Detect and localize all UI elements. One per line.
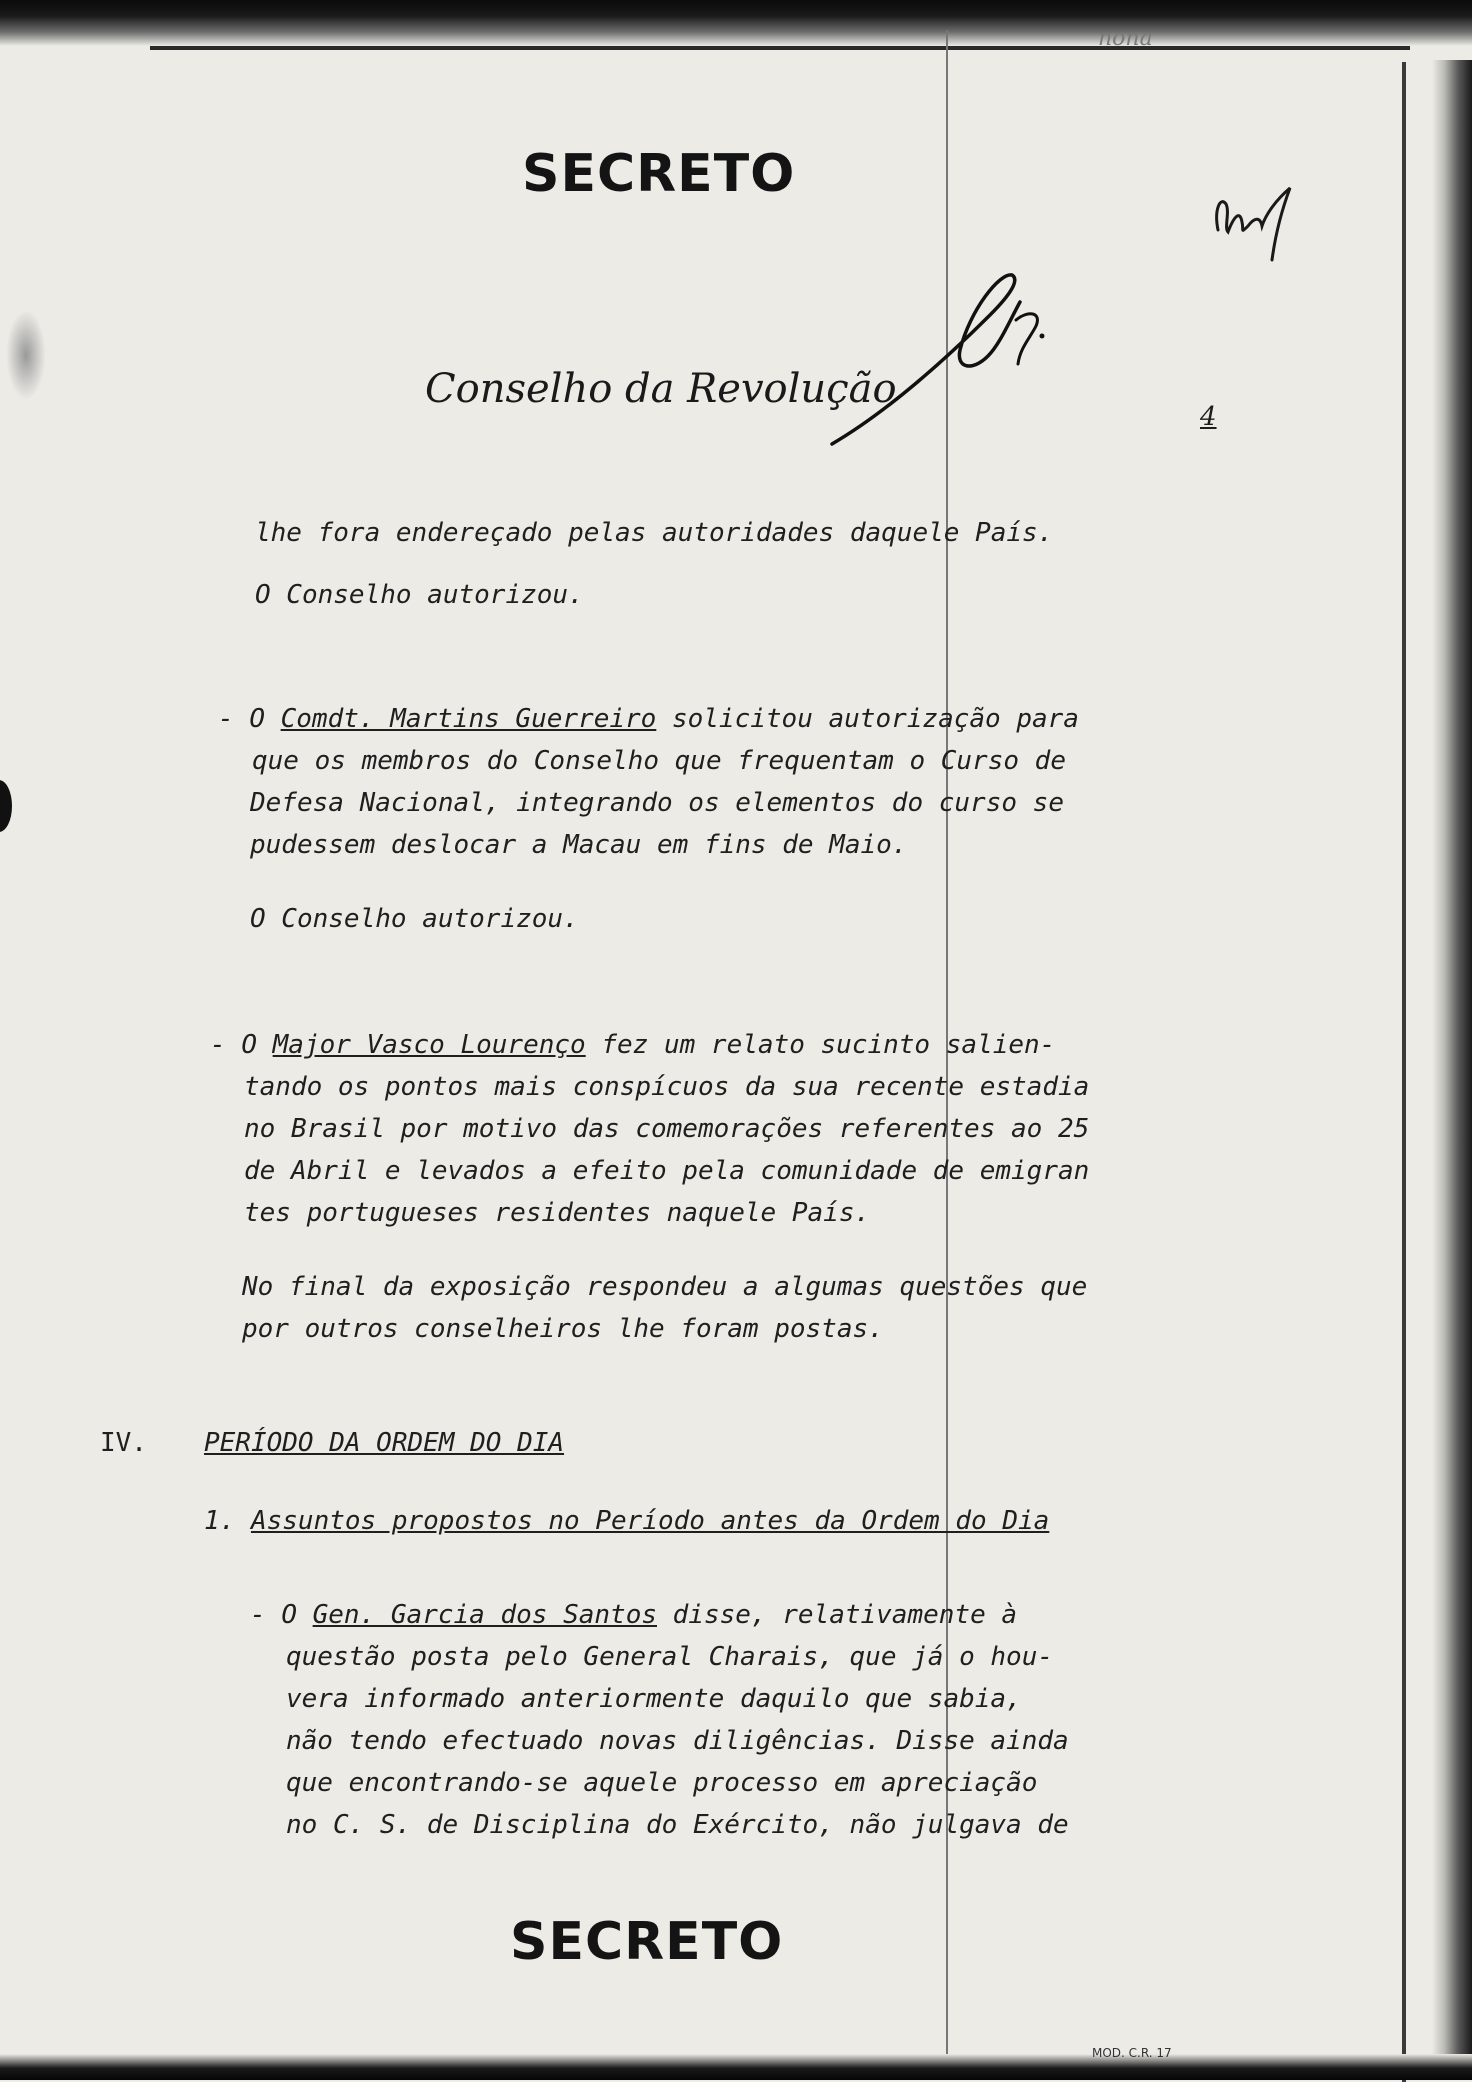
paragraph-line: vera informado anteriormente daquilo que sabia,	[286, 1684, 1022, 1714]
paragraph-line: tes portugueses residentes naquele País.	[244, 1198, 871, 1228]
paragraph-line: lhe fora endereçado pelas autoridades daquele País.	[255, 518, 1054, 548]
speaker-name: Comdt. Martins Guerreiro	[280, 704, 657, 734]
paragraph-line	[250, 1600, 1017, 1630]
section-title	[204, 1428, 564, 1458]
punch-hole	[0, 780, 12, 832]
list-dash: -	[218, 704, 234, 734]
council-decision: O Conselho autorizou.	[255, 580, 584, 610]
section-title-text: PERÍODO DA ORDEM DO DIA	[204, 1428, 565, 1458]
scan-top-border	[0, 0, 1472, 46]
list-dash: -	[210, 1030, 226, 1060]
text-span: solicitou autorização para	[671, 704, 1079, 734]
paragraph-line: questão posta pelo General Charais, que já o hou-	[286, 1642, 1054, 1672]
paragraph-line: por outros conselheiros lhe foram postas.	[242, 1314, 884, 1344]
form-code: MOD. C.R. 17	[1092, 2046, 1172, 2060]
item-heading	[204, 1506, 1049, 1536]
scan-right-border	[1432, 60, 1472, 2060]
paragraph-line: no Brasil por motivo das comemorações referentes ao 25	[244, 1114, 1090, 1144]
initials-signature	[1210, 170, 1300, 270]
paragraph-line: pudessem deslocar a Macau em fins de Maio.	[250, 830, 908, 860]
text-span: disse, relativamente à	[672, 1600, 1018, 1630]
section-numeral: IV.	[100, 1428, 147, 1458]
article: O	[241, 1030, 257, 1060]
classification-stamp-top: SECRETO	[522, 144, 796, 204]
handwritten-signature	[820, 260, 1080, 450]
article: O	[281, 1600, 297, 1630]
text-span: fez um relato sucinto salien-	[601, 1030, 1056, 1060]
paragraph-line: No final da exposição respondeu a algumas questões que	[242, 1272, 1088, 1302]
paragraph-line: não tendo efectuado novas diligências. Disse ainda	[286, 1726, 1069, 1756]
classification-stamp-bottom: SECRETO	[510, 1912, 784, 1972]
scan-bottom-border	[0, 2054, 1472, 2080]
list-dash: -	[250, 1600, 266, 1630]
scan-smudge	[6, 310, 46, 400]
scan-top-rule	[150, 46, 1410, 50]
speaker-name: Gen. Garcia dos Santos	[312, 1600, 657, 1630]
paragraph-line	[218, 704, 1079, 734]
council-decision: O Conselho autorizou.	[250, 904, 579, 934]
speaker-name: Major Vasco Lourenço	[272, 1030, 586, 1060]
paragraph-line: que encontrando-se aquele processo em apreciação	[286, 1768, 1038, 1798]
page-number: 4	[1200, 402, 1217, 432]
letterhead: Conselho da Revolução	[425, 366, 897, 412]
page-edge	[1402, 62, 1406, 2082]
article: O	[249, 704, 265, 734]
paragraph-line	[210, 1030, 1055, 1060]
item-number: 1.	[204, 1506, 236, 1536]
paragraph-line: que os membros do Conselho que frequentam o Curso de	[252, 746, 1066, 776]
paragraph-line: tando os pontos mais conspícuos da sua recente estadia	[244, 1072, 1090, 1102]
handwritten-note: nona	[1098, 26, 1153, 51]
paragraph-line: no C. S. de Disciplina do Exército, não julgava de	[286, 1810, 1069, 1840]
item-title: Assuntos propostos no Período antes da Ordem do Dia	[250, 1506, 1050, 1536]
paragraph-line: Defesa Nacional, integrando os elementos do curso se	[250, 788, 1064, 818]
paragraph-line: de Abril e levados a efeito pela comunidade de emigran	[244, 1156, 1090, 1186]
